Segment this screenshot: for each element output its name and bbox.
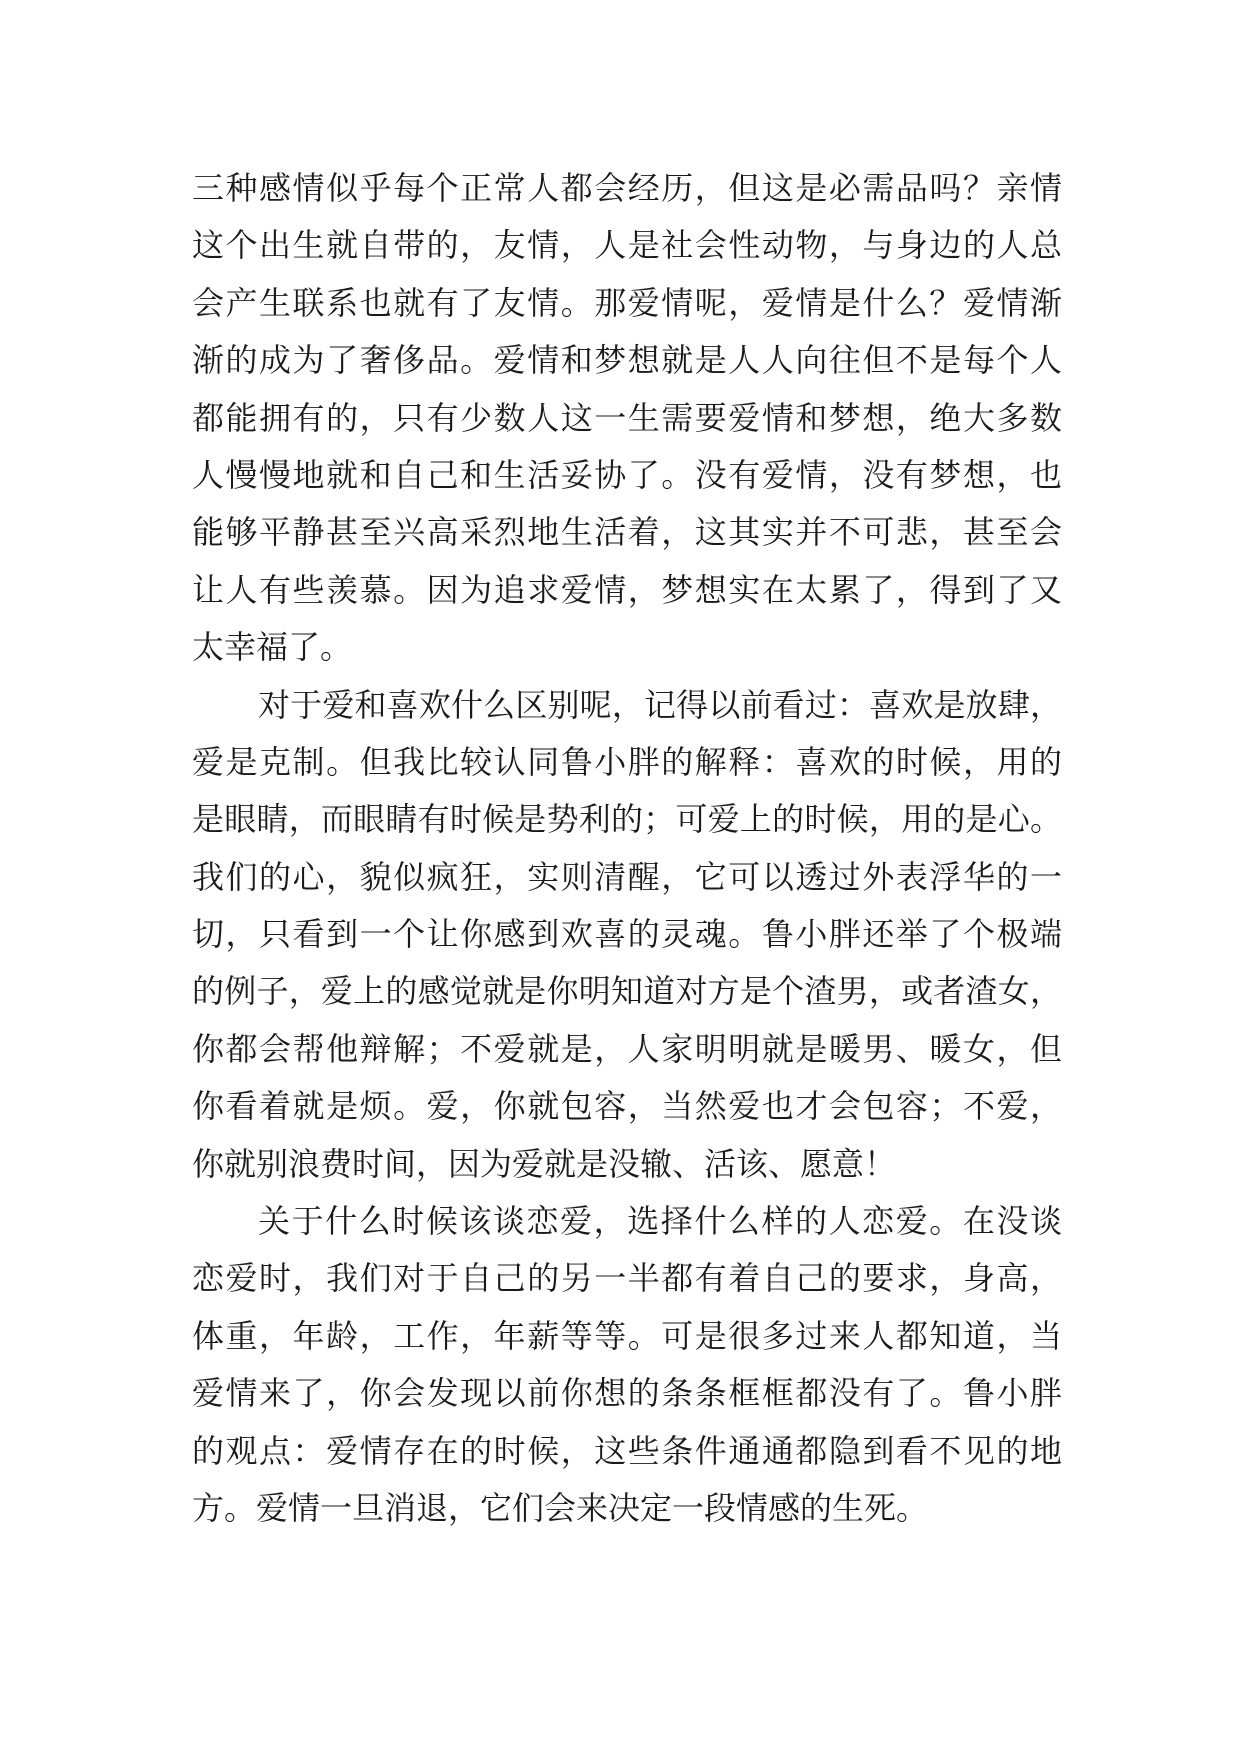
paragraph-3 — [192, 1193, 1062, 1537]
text-line: 你看着就是烦。爱，你就包容，当然爱也才会包容；不爱， — [192, 1087, 1062, 1126]
text-line: 的观点：爱情存在的时候，这些条件通通都隐到看不见的地 — [192, 1431, 1062, 1470]
text-line: 爱是克制。但我比较认同鲁小胖的解释：喜欢的时候，用的 — [192, 742, 1062, 781]
text-line: 对于爱和喜欢什么区别呢，记得以前看过：喜欢是放肆， — [258, 685, 1062, 724]
text-line: 爱情来了，你会发现以前你想的条条框框都没有了。鲁小胖 — [192, 1374, 1062, 1413]
document-body — [192, 160, 1062, 1537]
text-line: 人慢慢地就和自己和生活妥协了。没有爱情，没有梦想，也 — [192, 455, 1062, 494]
text-line: 关于什么时候该谈恋爱，选择什么样的人恋爱。在没谈 — [258, 1202, 1062, 1241]
text-line: 渐的成为了奢侈品。爱情和梦想就是人人向往但不是每个人 — [192, 341, 1062, 380]
text-line: 能够平静甚至兴高采烈地生活着，这其实并不可悲，甚至会 — [192, 513, 1062, 552]
text-line: 的例子，爱上的感觉就是你明知道对方是个渣男，或者渣女， — [192, 972, 1062, 1011]
paragraph-2 — [192, 677, 1062, 1194]
text-line: 你都会帮他辩解；不爱就是，人家明明就是暖男、暖女，但 — [192, 1029, 1062, 1068]
text-line: 会产生联系也就有了友情。那爱情呢，爱情是什么？爱情渐 — [192, 283, 1062, 322]
text-line: 体重，年龄，工作，年薪等等。可是很多过来人都知道，当 — [192, 1316, 1062, 1355]
text-line: 恋爱时，我们对于自己的另一半都有着自己的要求，身高， — [192, 1259, 1062, 1298]
text-line: 让人有些羡慕。因为追求爱情，梦想实在太累了，得到了又 — [192, 570, 1062, 609]
text-line: 你就别浪费时间，因为爱就是没辙、活该、愿意！ — [192, 1144, 897, 1183]
text-line: 太幸福了。 — [192, 628, 353, 667]
text-line: 三种感情似乎每个正常人都会经历，但这是必需品吗？亲情 — [192, 169, 1062, 207]
paragraph-1 — [192, 160, 1062, 677]
text-line: 都能拥有的，只有少数人这一生需要爱情和梦想，绝大多数 — [192, 398, 1062, 437]
text-line: 我们的心，貌似疯狂，实则清醒，它可以透过外表浮华的一 — [192, 857, 1062, 896]
text-line: 切，只看到一个让你感到欢喜的灵魂。鲁小胖还举了个极端 — [192, 915, 1062, 954]
text-line: 是眼睛，而眼睛有时候是势利的；可爱上的时候，用的是心。 — [192, 800, 1062, 839]
text-line: 方。爱情一旦消退，它们会来决定一段情感的生死。 — [192, 1488, 929, 1527]
text-line: 这个出生就自带的，友情，人是社会性动物，与身边的人总 — [192, 226, 1062, 265]
